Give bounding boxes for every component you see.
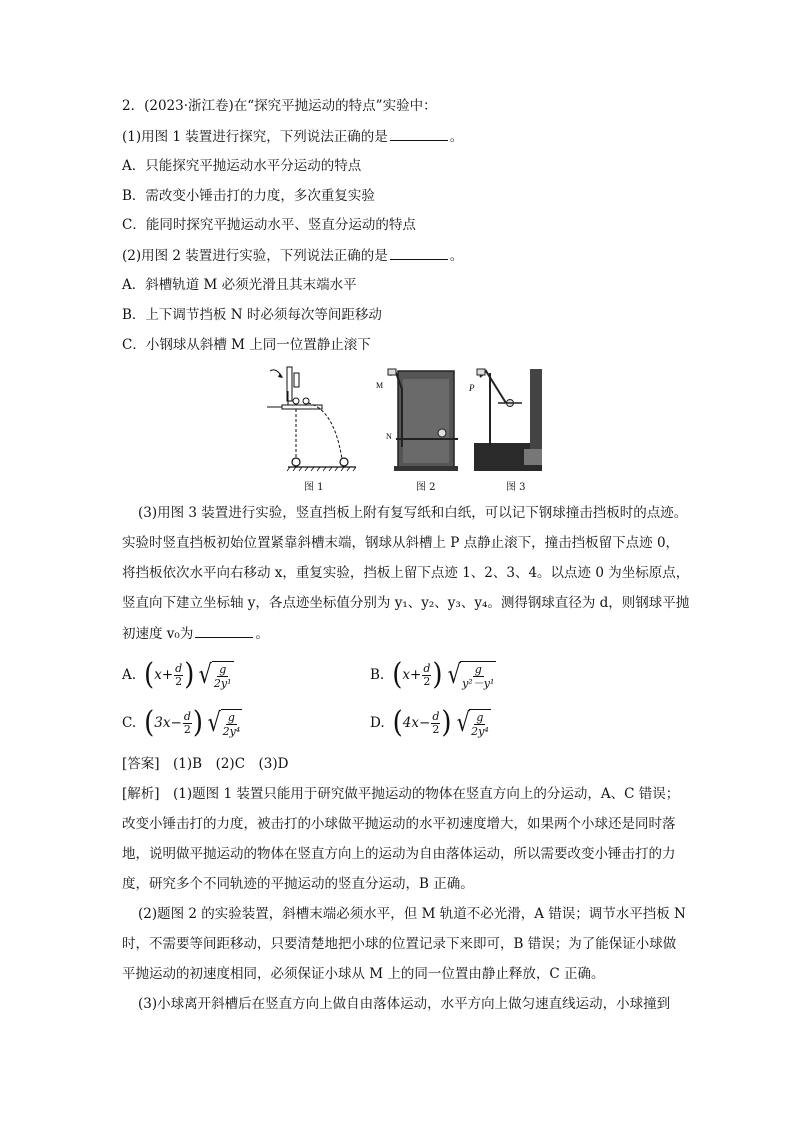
question-2 [122, 245, 463, 266]
q1-option-b: B．需改变小锤击打的力度，多次重复实验 [122, 188, 375, 204]
question-1-end: 。 [449, 129, 464, 145]
option-d-d: d [432, 709, 440, 723]
question-1 [122, 126, 463, 147]
q2-option-b: B．上下调节挡板 N 时必须每次等间距移动 [122, 307, 382, 323]
analysis-line-6: 时，不需要等间距移动，只要清楚地把小球的位置记录下来即可，B 错误；为了能保证小球做 [122, 936, 677, 952]
figure-3-caption: 图 3 [506, 482, 526, 493]
formula-option-c: C. ( 3x− $\frac{d}{2}$ ) √ $\frac{g}{\text{2y⁴}}$ [122, 705, 241, 741]
q1-option-c: C．能同时探究平抛运动水平、竖直分运动的特点 [122, 217, 416, 233]
option-d-coef: 4x− [402, 715, 431, 731]
analysis-line-8: (3)小球离开斜槽后在竖直方向上做自由落体运动，水平方向上做匀速直线运动，小球撞到 [138, 996, 671, 1012]
question-3-end: 。 [255, 626, 269, 642]
figure-1-drawing [267, 367, 356, 471]
option-b-d: d [423, 661, 431, 675]
option-a-d: d [175, 661, 183, 675]
formula-option-d: D. ( 4x− $\frac{d}{2}$ ) √ $\frac{g}{\text{2y⁴}}$ [370, 705, 489, 741]
option-b-den: y²－y¹ [462, 676, 495, 690]
answer-blank-1 [390, 126, 448, 141]
option-c-d: d [183, 709, 191, 723]
q2-option-c: C．小钢球从斜槽 M 上同一位置静止滚下 [122, 337, 371, 353]
question-2-text: (2)用图 2 装置进行实验，下列说法正确的是 [122, 248, 388, 264]
analysis-line-4: 度，研究多个不同轨迹的平抛运动的竖直分运动，B 正确。 [122, 876, 474, 892]
formula-option-a: A. ( x+ $\frac{d}{2}$ ) √ $\frac{g}{\text{2y¹}}$ [122, 657, 232, 693]
option-a-den: 2y¹ [213, 676, 232, 690]
analysis-line-3: 地，说明做平抛运动的物体在竖直方向上的运动为自由落体运动，所以需要改变小锤击打的力 [122, 846, 676, 862]
analysis-line-2: 改变小锤击打的力度，被击打的小球做平抛运动的水平初速度增大，如果两个小球还是同时落 [122, 816, 676, 832]
option-a-two: 2 [175, 674, 183, 688]
q1-option-a: A．只能探究平抛运动水平分运动的特点 [122, 158, 362, 174]
option-a-label: A. [122, 667, 137, 683]
answer-blank-2 [390, 245, 448, 260]
option-d-g: g [476, 710, 484, 724]
option-b-two: 2 [423, 674, 431, 688]
formula-option-b: B. ( x+ $\frac{d}{2}$ ) √ $\frac{g}{\text{y²－y¹}}$ [370, 657, 495, 693]
option-a-coef: x+ [154, 667, 174, 683]
analysis-line-1: [解析] (1)题图 1 装置只能用于研究做平抛运动的物体在竖直方向上的分运动，A、C 错误； [122, 786, 680, 802]
question-3-tail: 初速度 v₀为 [122, 626, 194, 642]
q2-option-a: A．斜槽轨道 M 必须光滑且其末端水平 [122, 277, 357, 293]
label-M: M [376, 381, 384, 390]
analysis-line-7: 平抛运动的初速度相同，必须保证小球从 M 上的同一位置由静止释放，C 正确。 [122, 966, 605, 982]
answer-line: [答案] (1)B (2)C (3)D [122, 756, 289, 772]
option-c-two: 2 [183, 722, 191, 736]
option-a-g: g [219, 662, 227, 676]
question-3-line-1: (3)用图 3 装置进行实验，竖直挡板上附有复写纸和白纸，可以记下钢球撞击挡板时的点迹。 [138, 505, 688, 521]
option-c-label: C. [122, 715, 137, 731]
question-3-line-5 [122, 623, 269, 644]
question-3-line-3: 将挡板依次水平向右移动 x，重复实验，挡板上留下点迹 1、2、3、4。以点迹 0 为坐标原点， [122, 565, 690, 581]
experiment-figures [262, 363, 552, 493]
answer-blank-3 [195, 623, 253, 638]
label-N: N [386, 432, 392, 441]
figure-2-drawing [388, 369, 458, 471]
figure-3-drawing [474, 369, 542, 471]
option-d-den: 2y⁴ [471, 724, 489, 738]
question-3-line-4: 竖直向下建立坐标轴 y，各点迹坐标值分别为 y₁、y₂、y₃、y₄。测得钢球直径为 d，则钢球平抛 [122, 595, 690, 611]
figure-1-caption: 图 1 [304, 482, 324, 493]
option-d-two: 2 [432, 722, 440, 736]
apparatus-diagram [262, 363, 552, 478]
question-2-end: 。 [449, 248, 464, 264]
option-c-coef: 3x− [154, 715, 182, 731]
option-b-label: B. [370, 667, 385, 683]
figure-2-caption: 图 2 [416, 482, 436, 493]
option-d-label: D. [370, 715, 385, 731]
question-header: 2．(2023·浙江卷)在“探究平抛运动的特点”实验中： [122, 98, 437, 114]
label-P: P [469, 383, 475, 393]
option-b-coef: x+ [402, 667, 422, 683]
option-b-g: g [474, 662, 482, 676]
option-c-g: g [227, 710, 235, 724]
question-1-text: (1)用图 1 装置进行探究，下列说法正确的是 [122, 129, 388, 145]
option-c-den: 2y⁴ [222, 724, 241, 738]
question-3-line-2: 实验时竖直挡板初始位置紧靠斜槽末端，钢球从斜槽上 P 点静止滚下，撞击挡板留下点迹 0， [122, 535, 680, 551]
analysis-line-5: (2)题图 2 的实验装置，斜槽末端必须水平，但 M 轨道不必光滑，A 错误；调节水平挡板 N [138, 906, 686, 922]
